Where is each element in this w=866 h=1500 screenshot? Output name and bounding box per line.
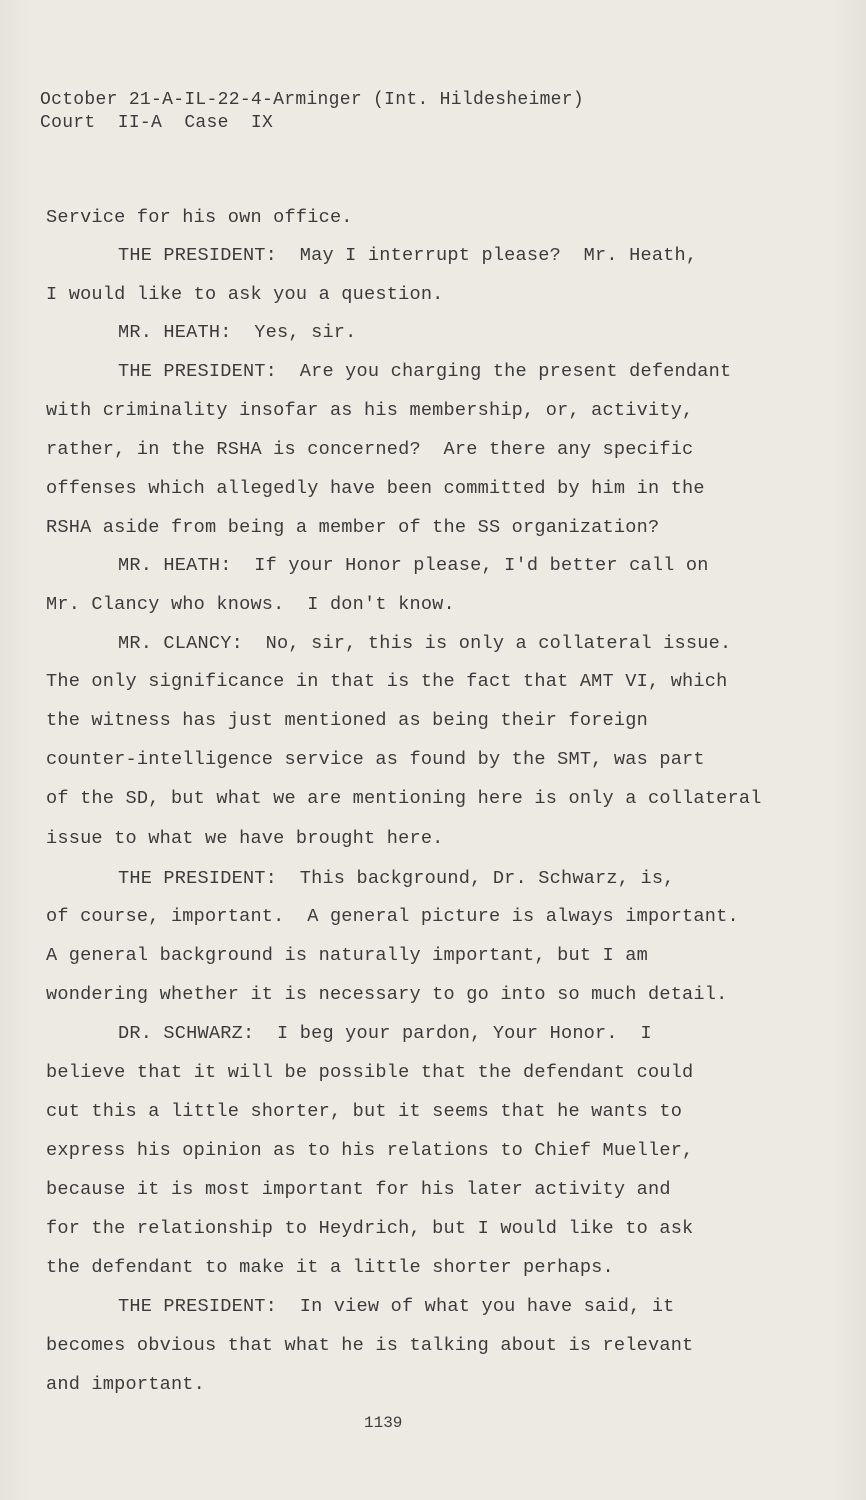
transcript-line: THE PRESIDENT: This background, Dr. Schwarz, is, [118,868,675,889]
transcript-line: I would like to ask you a question. [46,284,444,305]
transcript-line: THE PRESIDENT: May I interrupt please? Mr. Heath, [118,245,698,266]
transcript-line: express his opinion as to his relations to Chief Mueller, [46,1140,694,1161]
transcript-line: rather, in the RSHA is concerned? Are there any specific [46,439,694,460]
transcript-line: Mr. Clancy who knows. I don't know. [46,594,455,615]
transcript-line: wondering whether it is necessary to go into so much detail. [46,984,728,1005]
transcript-line: counter-intelligence service as found by the SMT, was part [46,749,705,770]
transcript-line: MR. HEATH: Yes, sir. [118,322,357,343]
transcript-line: because it is most important for his later activity and [46,1179,671,1200]
transcript-line: The only significance in that is the fact that AMT VI, which [46,671,728,692]
transcript-line: THE PRESIDENT: In view of what you have said, it [118,1296,675,1317]
transcript-line: for the relationship to Heydrich, but I would like to ask [46,1218,694,1239]
transcript-line: believe that it will be possible that the defendant could [46,1062,694,1083]
transcript-line: the defendant to make it a little shorter perhaps. [46,1257,614,1278]
transcript-line: DR. SCHWARZ: I beg your pardon, Your Honor. I [118,1023,652,1044]
transcript-line: becomes obvious that what he is talking about is relevant [46,1335,694,1356]
transcript-line: MR. CLANCY: No, sir, this is only a collateral issue. [118,633,732,654]
transcript-line: the witness has just mentioned as being their foreign [46,710,648,731]
transcript-line: Service for his own office. [46,207,353,228]
transcript-line: and important. [46,1374,206,1395]
transcript-line: of course, important. A general picture is always important. [46,906,739,927]
header-line-2: Court II-A Case IX [40,113,274,133]
transcript-line: RSHA aside from being a member of the SS organization? [46,517,660,538]
transcript-line: THE PRESIDENT: Are you charging the present defendant [118,361,732,382]
transcript-line: cut this a little shorter, but it seems that he wants to [46,1101,683,1122]
transcript-line: offenses which allegedly have been committed by him in the [46,478,705,499]
page-number: 1139 [364,1414,403,1432]
transcript-line: with criminality insofar as his membership, or, activity, [46,400,694,421]
transcript-line: issue to what we have brought here. [46,828,444,849]
transcript-line: of the SD, but what we are mentioning here is only a collateral [46,788,762,809]
header-line-1: October 21-A-IL-22-4-Arminger (Int. Hildesheimer) [40,90,584,110]
transcript-line: A general background is naturally important, but I am [46,945,648,966]
transcript-line: MR. HEATH: If your Honor please, I'd better call on [118,555,709,576]
